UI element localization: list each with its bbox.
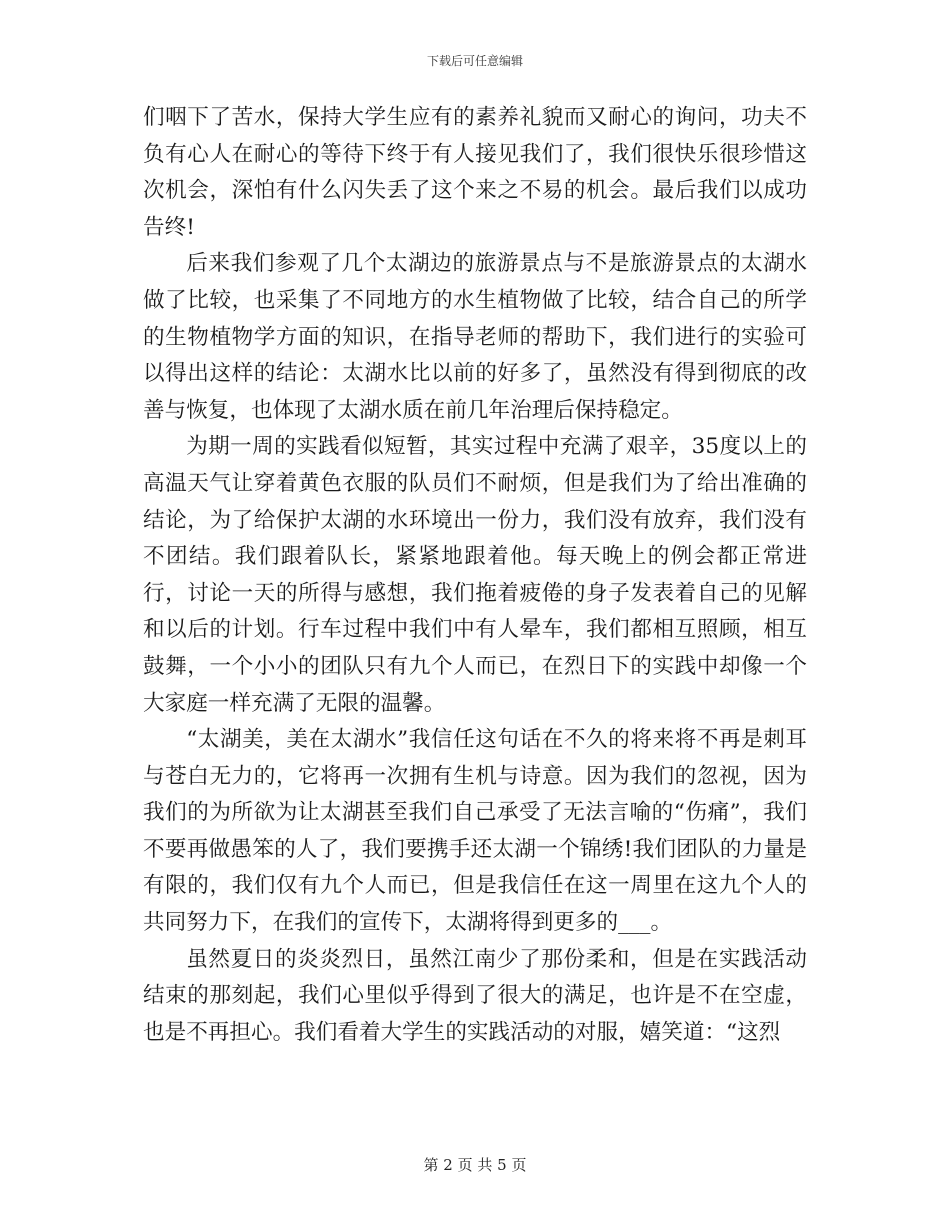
document-body xyxy=(143,100,807,1051)
paragraph-5: 虽然夏日的炎炎烈日，虽然江南少了那份柔和，但是在实践活动结束的那刻起，我们心里似乎得到了很大的满足，也许是不在空虚，也是不再担心。我们看着大学生的实践活动的对服，嬉笑道：“这烈 xyxy=(143,946,807,1045)
page-header: 下载后可任意编辑 xyxy=(426,54,523,68)
paragraph-4: “太湖美，美在太湖水”我信任这句话在不久的将来将不再是刺耳与苍白无力的，它将再一次拥有生机与诗意。因为我们的忽视，因为我们的为所欲为让太湖甚至我们自己承受了无法言喻的“伤痛”，我们不要再做愚笨的人了，我们要携手还太湖一个锦绣!我们团队的力量是有限的，我们仅有九个人而已，但是我信任在这一周里在这九个人的共同努力下，在我们的宣传下，太湖将得到更多的___。 xyxy=(143,727,807,936)
paragraph-2: 后来我们参观了几个太湖边的旅游景点与不是旅游景点的太湖水做了比较，也采集了不同地方的水生植物做了比较，结合自己的所学的生物植物学方面的知识，在指导老师的帮助下，我们进行的实验可以得出这样的结论：太湖水比以前的好多了，虽然没有得到彻底的改善与恢复，也体现了太湖水质在前几年治理后保持稳定。 xyxy=(143,251,807,423)
page-footer: 第 2 页 共 5 页 xyxy=(423,1156,527,1174)
paragraph-1: 们咽下了苦水，保持大学生应有的素养礼貌而又耐心的询问，功夫不负有心人在耐心的等待下终于有人接见我们了，我们很快乐很珍惜这次机会，深怕有什么闪失丢了这个来之不易的机会。最后我们以成功告终! xyxy=(143,105,807,240)
paragraph-3: 为期一周的实践看似短暂，其实过程中充满了艰辛，35度以上的高温天气让穿着黄色衣服的队员们不耐烦，但是我们为了给出准确的结论，为了给保护太湖的水环境出一份力，我们没有放弃，我们没有不团结。我们跟着队长，紧紧地跟着他。每天晚上的例会都正常进行，讨论一天的所得与感想，我们拖着疲倦的身子发表着自己的见解和以后的计划。行车过程中我们中有人晕车，我们都相互照顾，相互鼓舞，一个小小的团队只有九个人而已，在烈日下的实践中却像一个大家庭一样充满了无限的温馨。 xyxy=(143,434,807,716)
